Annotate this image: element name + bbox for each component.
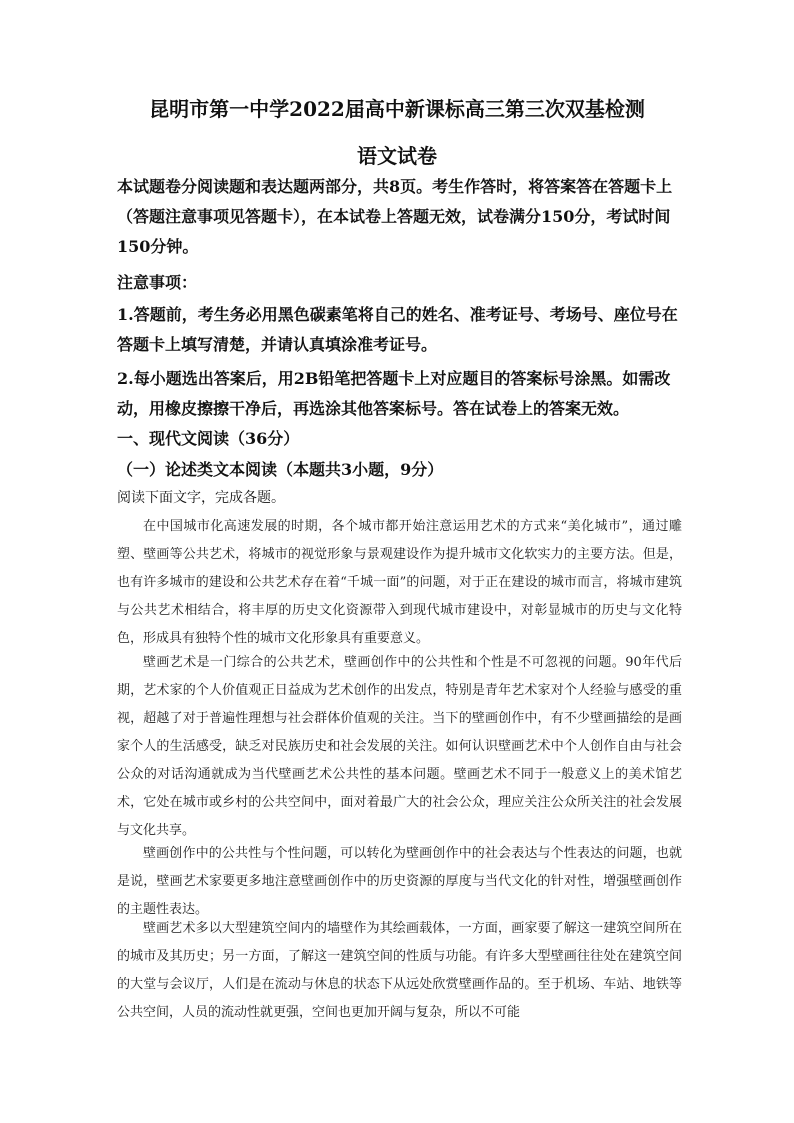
- passage-paragraph: 在中国城市化高速发展的时期，各个城市都开始注意运用艺术的方式来“美化城市”，通过雕塑、壁画等公共艺术，将城市的视觉形象与景观建设作为提升城市文化软实力的主要方法。但是，也有许多城市的建设和公共艺术存在着“千城一面”的问题，对于正在建设的城市而言，将城市建筑与公共艺术相结合，将丰厚的历史文化资源带入到现代城市建设中，对彰显城市的历史与文化特色，形成具有独特个性的城市文化形象具有重要意义。: [117, 519, 682, 646]
- reading-instruction: 阅读下面文字，完成各题。: [117, 490, 285, 506]
- subsection-heading: （一）论述类文本阅读（本题共3小题，9分）: [117, 460, 444, 479]
- passage-paragraph: 壁画艺术是一门综合的公共艺术，壁画创作中的公共性和个性是不可忽视的问题。90年代后期，艺术家的个人价值观正日益成为艺术创作的出发点，特别是青年艺术家对个人经验与感受的重视，超越了对于普遍性理想与社会群体价值观的关注。当下的壁画创作中，有不少壁画描绘的是画家个人的生活感受，缺乏对民族历史和社会发展的关注。如何认识壁画艺术中个人创作自由与社会公众的对话沟通就成为当代壁画艺术公共性的基本问题。壁画艺术不同于一般意义上的美术馆艺术，它处在城市或乡村的公共空间中，面对着最广大的社会公众，理应关注公众所关注的社会发展与文化共享。: [117, 655, 682, 838]
- exam-subtitle: 语文试卷: [357, 144, 437, 168]
- note-item: 2.每小题选出答案后，用2B铅笔把答题卡上对应题目的答案标号涂黑。如需改动，用橡皮擦擦干净后，再选涂其他答案标号。答在试卷上的答案无效。: [117, 369, 671, 418]
- note-item: 1.答题前，考生务必用黑色碳素笔将自己的姓名、准考证号、考场号、座位号在答题卡上填写清楚，并请认真填涂准考证号。: [117, 305, 678, 354]
- passage-paragraph: 壁画创作中的公共性与个性问题，可以转化为壁画创作中的社会表达与个性表达的问题，也就是说，壁画艺术家要更多地注意壁画创作中的历史资源的厚度与当代文化的针对性，增强壁画创作的主题性表达。: [117, 846, 682, 917]
- section-heading: 一、现代文阅读（36分）: [117, 429, 300, 448]
- exam-title: 昆明市第一中学2022届高中新课标高三第三次双基检测: [149, 97, 645, 121]
- notes-label: 注意事项：: [117, 273, 198, 292]
- intro-text: 本试题卷分阅读题和表达题两部分，共8页。考生作答时，将答案答在答题卡上（答题注意事项见答题卡），在本试卷上答题无效，试卷满分150分，考试时间150分钟。: [117, 177, 673, 256]
- passage-paragraph: 壁画艺术多以大型建筑空间内的墙壁作为其绘画载体，一方面，画家要了解这一建筑空间所在的城市及其历史；另一方面，了解这一建筑空间的性质与功能。有许多大型壁画往往处在建筑空间的大堂与会议厅，人们是在流动与休息的状态下从远处欣赏壁画作品的。至于机场、车站、地铁等公共空间，人员的流动性就更强，空间也更加开阔与复杂，所以不可能: [117, 921, 682, 1020]
